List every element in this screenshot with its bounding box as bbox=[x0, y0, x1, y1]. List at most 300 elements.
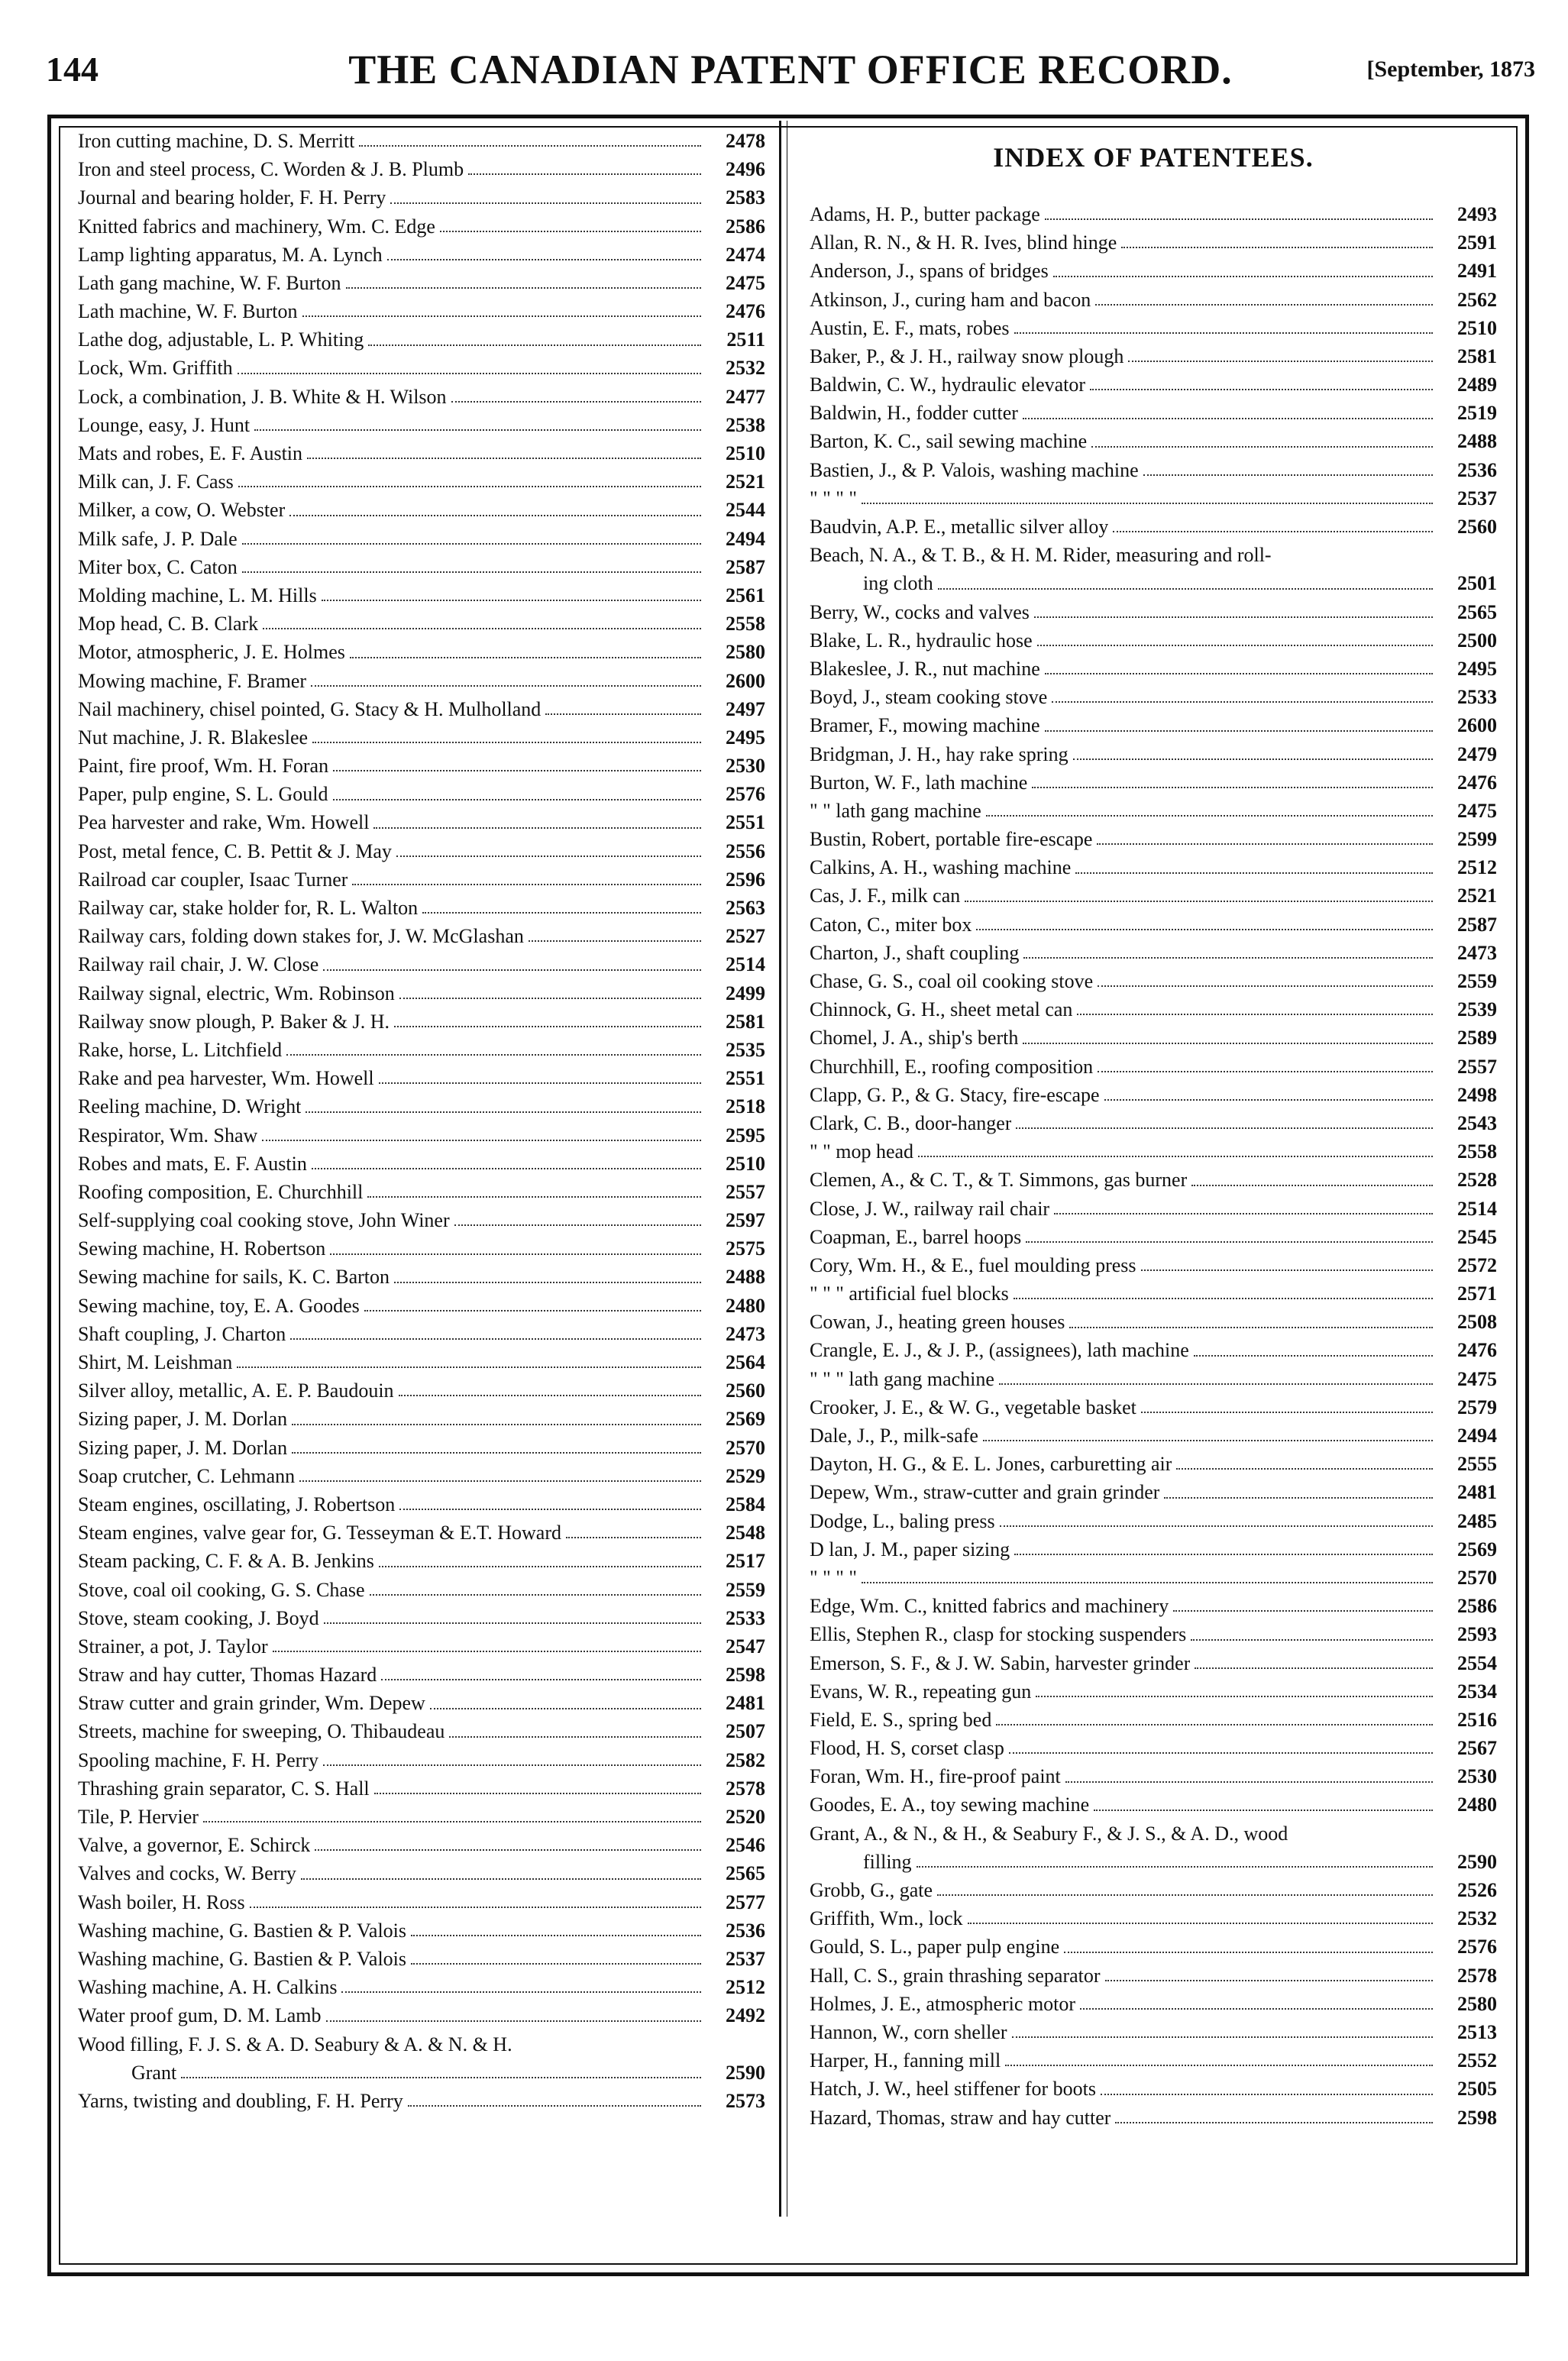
dot-leader bbox=[1045, 218, 1433, 220]
patent-number: 2569 bbox=[726, 1408, 765, 1431]
subject-index-column bbox=[78, 127, 765, 2115]
entry-text: Hatch, J. W., heel stiffener for boots bbox=[810, 2078, 1096, 2101]
entry-text: Foran, Wm. H., fire-proof paint bbox=[810, 1765, 1061, 1788]
entry-text: Anderson, J., spans of bridges bbox=[810, 260, 1049, 283]
entry-text: Wood filling, F. J. S. & A. D. Seabury & A. & N. & H. bbox=[78, 2033, 512, 2055]
patent-number: 2499 bbox=[726, 982, 765, 1004]
dot-leader bbox=[1098, 985, 1433, 987]
dot-leader bbox=[352, 884, 701, 885]
entry-text: Cowan, J., heating green houses bbox=[810, 1311, 1065, 1334]
dot-leader bbox=[1105, 1980, 1433, 1981]
dot-leader bbox=[566, 1537, 701, 1538]
dot-leader bbox=[1034, 616, 1433, 618]
entry-text: Hannon, W., corn sheller bbox=[810, 2020, 1007, 2043]
dot-leader bbox=[396, 855, 701, 857]
entry-text: " " " lath gang machine bbox=[810, 1367, 994, 1390]
index-entry bbox=[78, 127, 765, 155]
patent-number: 2480 bbox=[1457, 1793, 1497, 1816]
index-entry bbox=[810, 399, 1497, 427]
patent-number: 2589 bbox=[1457, 1027, 1497, 1050]
dot-leader bbox=[449, 1736, 701, 1738]
journal-title: THE CANADIAN PATENT OFFICE RECORD. bbox=[348, 47, 1233, 92]
index-entry bbox=[78, 2087, 765, 2115]
patent-number: 2473 bbox=[726, 1322, 765, 1345]
index-entry bbox=[810, 598, 1497, 626]
entry-text: ing cloth bbox=[863, 572, 933, 595]
patent-number: 2530 bbox=[726, 755, 765, 778]
patent-number: 2491 bbox=[1457, 260, 1497, 283]
entry-text: Adams, H. P., butter package bbox=[810, 202, 1040, 225]
patent-number: 2560 bbox=[1457, 516, 1497, 539]
patent-number: 2536 bbox=[1457, 458, 1497, 481]
dot-leader bbox=[411, 1935, 701, 1936]
entry-text: " " " " bbox=[810, 487, 857, 509]
entry-text: Spooling machine, F. H. Perry bbox=[78, 1748, 318, 1771]
entry-text: Steam engines, oscillating, J. Robertson bbox=[78, 1493, 396, 1515]
patent-number: 2575 bbox=[726, 1237, 765, 1260]
entry-text: Churchhill, E., roofing composition bbox=[810, 1055, 1094, 1078]
dot-leader bbox=[368, 344, 701, 346]
dot-leader bbox=[324, 1622, 701, 1624]
dot-leader bbox=[1014, 1554, 1433, 1555]
patent-number: 2475 bbox=[1457, 1367, 1497, 1390]
dot-leader bbox=[1121, 247, 1433, 248]
dot-leader bbox=[454, 1224, 701, 1226]
index-entry bbox=[78, 1064, 765, 1092]
dot-leader bbox=[1141, 1412, 1433, 1413]
entry-text: Crooker, J. E., & W. G., vegetable basket bbox=[810, 1396, 1136, 1418]
patent-number: 2570 bbox=[726, 1436, 765, 1459]
patent-number: 2577 bbox=[726, 1890, 765, 1913]
patent-number: 2580 bbox=[726, 641, 765, 664]
dot-leader bbox=[263, 628, 701, 629]
dot-leader bbox=[286, 1054, 701, 1056]
entry-text: Miter box, C. Caton bbox=[78, 555, 238, 578]
patent-number: 2514 bbox=[726, 953, 765, 976]
entry-text: Atkinson, J., curing ham and bacon bbox=[810, 288, 1091, 311]
dot-leader bbox=[411, 1963, 701, 1965]
patent-number: 2578 bbox=[726, 1777, 765, 1800]
entry-text: Gould, S. L., paper pulp engine bbox=[810, 1936, 1060, 1958]
entry-text: Lock, Wm. Griffith bbox=[78, 357, 233, 380]
index-entry bbox=[78, 1376, 765, 1405]
index-entry bbox=[78, 1292, 765, 1320]
patent-number: 2510 bbox=[726, 1152, 765, 1175]
patent-number: 2535 bbox=[726, 1038, 765, 1061]
dot-leader bbox=[1113, 531, 1433, 532]
index-entry bbox=[810, 1337, 1497, 1365]
entry-text: Nail machinery, chisel pointed, G. Stacy & H. Mulholland bbox=[78, 697, 542, 720]
dot-leader bbox=[996, 1724, 1433, 1725]
index-entry bbox=[78, 297, 765, 325]
index-entry bbox=[78, 155, 765, 183]
patent-number: 2528 bbox=[1457, 1169, 1497, 1192]
entry-text: Robes and mats, E. F. Austin bbox=[78, 1152, 307, 1175]
index-entry bbox=[810, 342, 1497, 370]
entry-text: Lounge, easy, J. Hunt bbox=[78, 413, 251, 436]
entry-text: filling bbox=[863, 1850, 912, 1873]
dot-leader bbox=[1098, 1071, 1433, 1072]
index-entry bbox=[810, 200, 1497, 228]
index-entry bbox=[810, 853, 1497, 881]
dot-leader bbox=[350, 657, 701, 658]
column-divider bbox=[779, 121, 781, 2217]
index-entry bbox=[810, 569, 1497, 597]
index-entry bbox=[810, 314, 1497, 342]
patent-number: 2582 bbox=[726, 1748, 765, 1771]
entry-text: Crangle, E. J., & J. P., (assignees), lath machine bbox=[810, 1339, 1189, 1362]
patent-number: 2586 bbox=[1457, 1595, 1497, 1618]
index-entry bbox=[810, 2018, 1497, 2046]
dot-leader bbox=[306, 1111, 701, 1113]
index-entry bbox=[78, 1434, 765, 1462]
dot-leader bbox=[394, 1282, 701, 1283]
entry-text: Baldwin, C. W., hydraulic elevator bbox=[810, 374, 1086, 396]
entry-text: Dodge, L., baling press bbox=[810, 1509, 995, 1532]
index-entry bbox=[810, 2046, 1497, 2075]
entry-text: Ellis, Stephen R., clasp for stocking suspenders bbox=[810, 1623, 1187, 1646]
entry-text: D lan, J. M., paper sizing bbox=[810, 1538, 1010, 1561]
dot-leader bbox=[312, 742, 701, 743]
index-entry bbox=[78, 325, 765, 354]
patent-number: 2495 bbox=[1457, 657, 1497, 680]
dot-leader bbox=[999, 1383, 1433, 1385]
entry-text: Milk safe, J. P. Dale bbox=[78, 527, 238, 550]
patent-number: 2475 bbox=[726, 271, 765, 294]
entry-text: Milk can, J. F. Cass bbox=[78, 471, 234, 493]
patent-number: 2556 bbox=[726, 839, 765, 862]
patent-number: 2558 bbox=[1457, 1140, 1497, 1163]
dot-leader bbox=[1143, 474, 1433, 476]
index-entry bbox=[78, 2001, 765, 2029]
patent-number: 2557 bbox=[726, 1180, 765, 1203]
dot-leader bbox=[1069, 1327, 1433, 1328]
patent-number: 2510 bbox=[1457, 316, 1497, 339]
dot-leader bbox=[440, 231, 701, 232]
patent-number: 2548 bbox=[726, 1522, 765, 1544]
index-entry bbox=[810, 1848, 1497, 1876]
patent-number: 2595 bbox=[726, 1124, 765, 1147]
index-entry bbox=[810, 1564, 1497, 1592]
index-entry bbox=[810, 768, 1497, 797]
index-entry bbox=[810, 1962, 1497, 1990]
index-entry bbox=[78, 1576, 765, 1604]
entry-text: Paint, fire proof, Wm. H. Foran bbox=[78, 755, 329, 778]
patent-number: 2493 bbox=[1457, 202, 1497, 225]
entry-text: " " mop head bbox=[810, 1140, 914, 1163]
entry-text: Shirt, M. Leishman bbox=[78, 1351, 233, 1374]
entry-text: Lamp lighting apparatus, M. A. Lynch bbox=[78, 243, 383, 266]
patent-number: 2533 bbox=[1457, 686, 1497, 709]
patent-number: 2600 bbox=[1457, 714, 1497, 737]
index-entry bbox=[78, 1916, 765, 1945]
entry-text: Lathe dog, adjustable, L. P. Whiting bbox=[78, 328, 364, 351]
entry-text: Paper, pulp engine, S. L. Gould bbox=[78, 783, 328, 806]
index-entry bbox=[810, 2104, 1497, 2132]
patent-number: 2500 bbox=[1457, 629, 1497, 652]
running-head bbox=[46, 40, 1535, 108]
entry-text: Hall, C. S., grain thrashing separator bbox=[810, 1964, 1101, 1987]
dot-leader bbox=[394, 1026, 701, 1027]
index-entry bbox=[810, 1592, 1497, 1620]
patent-number: 2561 bbox=[726, 584, 765, 606]
patent-number: 2581 bbox=[1457, 344, 1497, 367]
dot-leader bbox=[250, 1907, 701, 1908]
index-entry bbox=[78, 354, 765, 383]
patent-number: 2533 bbox=[726, 1606, 765, 1629]
index-entry bbox=[810, 626, 1497, 655]
patent-number: 2481 bbox=[1457, 1481, 1497, 1504]
dot-leader bbox=[242, 543, 701, 545]
entry-text: Railroad car coupler, Isaac Turner bbox=[78, 868, 348, 891]
patent-number: 2511 bbox=[726, 328, 765, 351]
patent-number: 2567 bbox=[1457, 1737, 1497, 1760]
patent-number: 2554 bbox=[1457, 1651, 1497, 1674]
index-entry bbox=[810, 1109, 1497, 1137]
dot-leader bbox=[399, 1395, 701, 1396]
dot-leader bbox=[1095, 304, 1433, 306]
patent-number: 2530 bbox=[1457, 1765, 1497, 1788]
dot-leader bbox=[301, 1878, 701, 1880]
index-entry bbox=[810, 428, 1497, 456]
dot-leader bbox=[408, 2105, 701, 2107]
index-entry bbox=[78, 525, 765, 553]
index-entry bbox=[810, 1195, 1497, 1223]
entry-text: Griffith, Wm., lock bbox=[810, 1907, 963, 1930]
dot-leader bbox=[330, 1253, 701, 1255]
dot-leader bbox=[422, 912, 701, 914]
entry-text: Water proof gum, D. M. Lamb bbox=[78, 2004, 322, 2027]
dot-leader bbox=[390, 202, 701, 204]
patent-number: 2478 bbox=[726, 129, 765, 152]
entry-text: Hazard, Thomas, straw and hay cutter bbox=[810, 2106, 1111, 2129]
index-entry bbox=[810, 1024, 1497, 1052]
entry-text: Railway cars, folding down stakes for, J. W. McGlashan bbox=[78, 925, 524, 948]
entry-text: Knitted fabrics and machinery, Wm. C. Edge bbox=[78, 215, 435, 238]
index-entry bbox=[78, 1263, 765, 1292]
patent-number: 2485 bbox=[1457, 1509, 1497, 1532]
entry-text: Baudvin, A.P. E., metallic silver alloy bbox=[810, 516, 1109, 539]
index-entry bbox=[78, 865, 765, 894]
patent-number: 2596 bbox=[726, 868, 765, 891]
dot-leader bbox=[545, 713, 701, 715]
patent-number: 2581 bbox=[726, 1010, 765, 1033]
dot-leader bbox=[238, 373, 701, 374]
patent-number: 2520 bbox=[726, 1806, 765, 1829]
index-entry bbox=[78, 411, 765, 439]
dot-leader bbox=[299, 1480, 701, 1482]
index-entry bbox=[78, 1604, 765, 1632]
entry-text: Wash boiler, H. Ross bbox=[78, 1890, 245, 1913]
index-entry bbox=[810, 655, 1497, 683]
index-entry bbox=[78, 1831, 765, 1859]
index-entry bbox=[810, 740, 1497, 768]
dot-leader bbox=[1164, 1497, 1433, 1499]
dot-leader bbox=[311, 685, 701, 687]
entry-text: Barton, K. C., sail sewing machine bbox=[810, 430, 1088, 453]
entry-text: Berry, W., cocks and valves bbox=[810, 600, 1030, 623]
patent-number: 2489 bbox=[1457, 374, 1497, 396]
patent-number: 2534 bbox=[1457, 1680, 1497, 1703]
patent-number: 2559 bbox=[1457, 970, 1497, 993]
dot-leader bbox=[289, 515, 701, 516]
entry-text: Baker, P., & J. H., railway snow plough bbox=[810, 344, 1124, 367]
patent-number: 2507 bbox=[726, 1720, 765, 1743]
dot-leader bbox=[1052, 701, 1433, 703]
index-entry bbox=[78, 1405, 765, 1433]
index-entry bbox=[810, 1053, 1497, 1081]
dot-leader bbox=[333, 770, 701, 771]
dot-leader bbox=[370, 1594, 701, 1596]
dot-leader bbox=[333, 799, 701, 800]
patent-number: 2479 bbox=[1457, 742, 1497, 765]
index-entry bbox=[78, 269, 765, 297]
entry-text: Clemen, A., & C. T., & T. Simmons, gas burner bbox=[810, 1169, 1188, 1192]
patent-number: 2587 bbox=[726, 555, 765, 578]
patent-number: 2496 bbox=[726, 158, 765, 181]
entry-text: Lath machine, W. F. Burton bbox=[78, 300, 298, 323]
dot-leader bbox=[399, 1509, 701, 1510]
index-entry bbox=[810, 1791, 1497, 1819]
entry-text: Shaft coupling, J. Charton bbox=[78, 1322, 286, 1345]
index-entry bbox=[78, 241, 765, 269]
index-entry bbox=[810, 484, 1497, 513]
entry-text: Rake and pea harvester, Wm. Howell bbox=[78, 1067, 374, 1090]
patent-number: 2513 bbox=[1457, 2020, 1497, 2043]
patent-number: 2488 bbox=[1457, 430, 1497, 453]
index-entry bbox=[810, 1421, 1497, 1450]
entry-text: Stove, coal oil cooking, G. S. Chase bbox=[78, 1578, 365, 1601]
dot-leader bbox=[359, 145, 701, 147]
index-entry bbox=[78, 1206, 765, 1234]
entry-text: Sizing paper, J. M. Dorlan bbox=[78, 1436, 288, 1459]
entry-text: Sewing machine, toy, E. A. Goodes bbox=[78, 1294, 360, 1317]
entry-text: Clark, C. B., door-hanger bbox=[810, 1111, 1012, 1134]
index-entry bbox=[810, 370, 1497, 399]
dot-leader bbox=[1065, 1781, 1433, 1783]
index-entry bbox=[78, 2030, 765, 2059]
entry-text: Railway car, stake holder for, R. L. Walton bbox=[78, 897, 419, 920]
index-entry bbox=[78, 2059, 765, 2087]
entry-text: Depew, Wm., straw-cutter and grain grinder bbox=[810, 1481, 1160, 1504]
patent-number: 2578 bbox=[1457, 1964, 1497, 1987]
index-entry bbox=[810, 910, 1497, 939]
entry-text: Thrashing grain separator, C. S. Hall bbox=[78, 1777, 370, 1800]
patent-number: 2570 bbox=[1457, 1566, 1497, 1589]
dot-leader bbox=[468, 173, 701, 175]
entry-text: Calkins, A. H., washing machine bbox=[810, 856, 1072, 879]
index-entry bbox=[810, 1876, 1497, 1904]
patentee-entries bbox=[810, 200, 1497, 2132]
patent-number: 2519 bbox=[1457, 402, 1497, 425]
dot-leader bbox=[379, 1082, 701, 1084]
entry-text: Post, metal fence, C. B. Pettit & J. May bbox=[78, 839, 392, 862]
patent-number: 2494 bbox=[1457, 1425, 1497, 1447]
patent-number: 2552 bbox=[1457, 2049, 1497, 2072]
index-entry bbox=[810, 1762, 1497, 1790]
entry-text: Nut machine, J. R. Blakeslee bbox=[78, 726, 309, 749]
entry-text: Mop head, C. B. Clark bbox=[78, 613, 259, 636]
entry-text: Holmes, J. E., atmospheric motor bbox=[810, 1992, 1076, 2015]
dot-leader bbox=[312, 1168, 701, 1169]
entry-text: Soap crutcher, C. Lehmann bbox=[78, 1464, 296, 1487]
index-entry bbox=[78, 1007, 765, 1036]
patent-number: 2475 bbox=[1457, 799, 1497, 822]
patent-number: 2476 bbox=[726, 300, 765, 323]
entry-text: Bramer, F., mowing machine bbox=[810, 714, 1040, 737]
index-entry bbox=[78, 979, 765, 1007]
index-entry bbox=[78, 467, 765, 496]
dot-leader bbox=[1053, 276, 1433, 277]
dot-leader bbox=[307, 458, 701, 459]
entry-text: Roofing composition, E. Churchhill bbox=[78, 1180, 364, 1203]
entry-text: Goodes, E. A., toy sewing machine bbox=[810, 1793, 1090, 1816]
patent-number: 2529 bbox=[726, 1464, 765, 1487]
entry-text: Milker, a cow, O. Webster bbox=[78, 499, 286, 522]
patent-number: 2526 bbox=[1457, 1879, 1497, 1902]
patent-number: 2512 bbox=[1457, 856, 1497, 879]
patent-number: 2514 bbox=[1457, 1197, 1497, 1220]
index-entry bbox=[78, 1036, 765, 1064]
patent-number: 2517 bbox=[726, 1550, 765, 1573]
dot-leader bbox=[1195, 1667, 1433, 1669]
entry-text: Iron and steel process, C. Worden & J. B. Plumb bbox=[78, 158, 464, 181]
dot-leader bbox=[1023, 1043, 1433, 1044]
entry-text: Iron cutting machine, D. S. Merritt bbox=[78, 129, 355, 152]
entry-text: Washing machine, A. H. Calkins bbox=[78, 1976, 338, 1999]
index-entry bbox=[810, 797, 1497, 825]
entry-text: Valves and cocks, W. Berry bbox=[78, 1862, 296, 1885]
index-entry bbox=[78, 1888, 765, 1916]
dot-leader bbox=[938, 588, 1433, 590]
index-entry bbox=[810, 882, 1497, 910]
entry-text: Dayton, H. G., & E. L. Jones, carburetting air bbox=[810, 1453, 1172, 1476]
patent-number: 2590 bbox=[726, 2061, 765, 2084]
index-entry bbox=[78, 1774, 765, 1803]
index-entry bbox=[810, 1932, 1497, 1961]
entry-text: " " lath gang machine bbox=[810, 799, 981, 822]
entry-text: Motor, atmospheric, J. E. Holmes bbox=[78, 641, 345, 664]
entry-text: Sewing machine for sails, K. C. Barton bbox=[78, 1266, 390, 1289]
dot-leader bbox=[1064, 1952, 1433, 1953]
section-title: INDEX OF PATENTEES. bbox=[993, 142, 1314, 173]
entry-text: Burton, W. F., lath machine bbox=[810, 771, 1028, 794]
patent-number: 2590 bbox=[1457, 1850, 1497, 1873]
entry-text: Blakeslee, J. R., nut machine bbox=[810, 657, 1040, 680]
dot-leader bbox=[399, 998, 701, 999]
patent-number: 2598 bbox=[726, 1664, 765, 1687]
patent-number: 2536 bbox=[726, 1919, 765, 1942]
patent-number: 2546 bbox=[726, 1834, 765, 1857]
index-entry bbox=[78, 610, 765, 638]
index-entry bbox=[78, 809, 765, 837]
index-entry bbox=[78, 1121, 765, 1150]
index-entry bbox=[810, 1734, 1497, 1762]
dot-leader bbox=[986, 815, 1433, 817]
entry-text: Railway signal, electric, Wm. Robinson bbox=[78, 982, 395, 1004]
entry-text: Silver alloy, metallic, A. E. P. Baudouin bbox=[78, 1379, 394, 1402]
entry-text: Strainer, a pot, J. Taylor bbox=[78, 1635, 268, 1658]
dot-leader bbox=[1037, 645, 1433, 646]
index-entry bbox=[810, 995, 1497, 1024]
index-entry bbox=[810, 1535, 1497, 1564]
entry-text: " " " artificial fuel blocks bbox=[810, 1282, 1009, 1305]
index-entry bbox=[810, 967, 1497, 995]
dot-leader bbox=[1032, 787, 1433, 788]
index-entry bbox=[78, 183, 765, 212]
entry-text: Grobb, G., gate bbox=[810, 1879, 933, 1902]
patent-number: 2545 bbox=[1457, 1225, 1497, 1248]
